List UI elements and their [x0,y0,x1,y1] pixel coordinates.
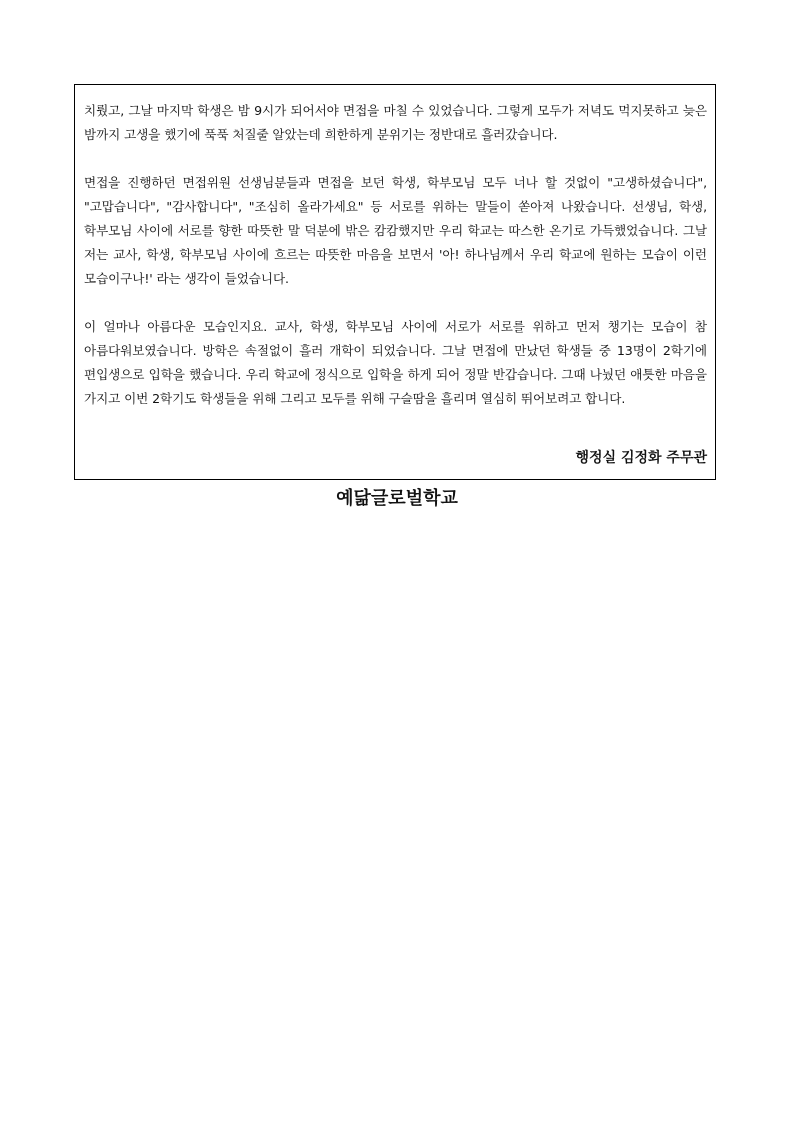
letter-paragraph-1: 치뤘고, 그날 마지막 학생은 밤 9시가 되어서야 면접을 마칠 수 있었습니다. 그렇게 모두가 저녁도 먹지못하고 늦은 밤까지 고생을 했기에 푹푹 처질줄 알았는데 희한하게 분위기는 정반대로 흘러갔습니다. [84,103,707,142]
letter-paragraph-3: 이 얼마나 아름다운 모습인지요. 교사, 학생, 학부모님 사이에 서로가 서로를 위하고 먼저 챙기는 모습이 참 아름다워보였습니다. 방학은 속절없이 흘러 개학이 되었습니다. 그날 면접에 만났던 학생들 중 13명이 2학기에 편입생으로 입학을 했습니다. 우리 학교에 정식으로 입학을 하게 되어 정말 반갑습니다. 그때 나눴던 애틋한 마음을 가지고 이번 2학기도 학생들을 위해 그리고 모두를 위해 구슬땀을 흘리며 열심히 뛰어보려고 합니다. [84,319,707,406]
letter-paragraph-2: 면접을 진행하던 면접위원 선생님분들과 면접을 보던 학생, 학부모님 모두 너나 할 것없이 "고생하셨습니다", "고맙습니다", "감사합니다", "조심히 올라가세요" 등 서로를 위하는 말들이 쏟아져 나왔습니다. 선생님, 학생, 학부모님 사이에 서로를 향한 따뜻한 말 덕분에 밖은 캄캄했지만 우리 학교는 따스한 온기로 가득했었습니다. 그날 저는 교사, 학생, 학부모님 사이에 흐르는 따뜻한 마음을 보면서 '아! 하나님께서 우리 학교에 원하는 모습이 이런 모습이구나!' 라는 생각이 들었습니다. [84,175,707,286]
letter-signature: 행정실 김정화 주무관 [575,450,707,466]
school-name: 예닮글로벌학교 [336,488,458,509]
letter-box [74,84,716,480]
